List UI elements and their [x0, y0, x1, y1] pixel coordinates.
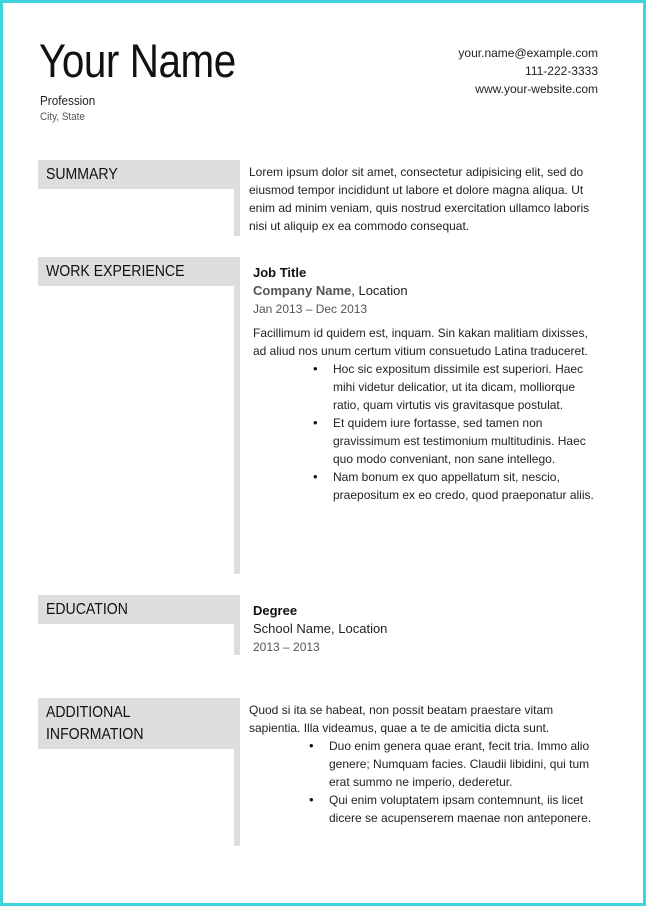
section-divider-summary — [234, 160, 240, 236]
section-label-summary: SUMMARY — [38, 160, 240, 189]
list-item: • Et quidem iure fortasse, sed tamen non gravissimum est testimonium multitudinis. Haec quo modo conveniant, non sane intellego. — [333, 414, 598, 468]
email-link[interactable]: your.name@example.com — [458, 46, 598, 60]
list-item: • Nam bonum ex quo appellatum sit, nescio, praepositum ex eo credo, quod praeponatur aliis. — [333, 468, 598, 504]
work-dates: Jan 2013 – Dec 2013 — [253, 302, 368, 316]
education-content — [253, 602, 603, 656]
education-dates: 2013 – 2013 — [253, 640, 320, 654]
company-name: Company Name — [253, 283, 352, 298]
summary-content — [249, 163, 599, 235]
section-divider-education — [234, 595, 240, 655]
additional-bullets — [329, 737, 599, 827]
work-description: Facillimum id quidem est, inquam. Sin kakan malitiam dixisses, ad aliud nos unum certum vitium consuetudo Latina traduceret. — [253, 326, 588, 358]
additional-content — [249, 701, 599, 827]
summary-text: Lorem ipsum dolor sit amet, consectetur adipisicing elit, sed do eiusmod tempor incididunt ut labore et dolore magna aliqua. Ut enim ad minim veniam, quis nostrud exercitation ullamco laboris nisi ut aliquip ex ea commodo consequat. — [249, 165, 590, 233]
phone-number: 111-222-3333 — [525, 64, 598, 78]
list-item: • Duo enim genera quae erant, fecit tria. Immo alio genere; Numquam facies. Claudii libidini, qui tum erat summo ne imperio, dederetur. — [329, 737, 599, 791]
city-state: City, State — [40, 111, 85, 123]
website-link[interactable]: www.your-website.com — [475, 82, 598, 96]
company-location: , Location — [351, 283, 408, 298]
degree: Degree — [253, 603, 298, 618]
list-item: • Hoc sic expositum dissimile est superiori. Haec mihi videtur delicatior, ut ita dicam, molliorque ratio, quam virtutis vis gravitasque postulat. — [333, 360, 598, 414]
section-label-additional-information: ADDITIONAL INFORMATION — [38, 698, 240, 749]
job-title: Job Title — [253, 265, 307, 280]
contact-block — [458, 44, 598, 98]
list-item: • Qui enim voluptatem ipsam contemnunt, iis licet dicere se acupenserem maenae non anteponere. — [329, 791, 599, 827]
additional-text: Quod si ita se habeat, non possit beatam praestare vitam sapientia. Illa videamus, quae a te de amicitia dicta sunt. — [249, 703, 554, 735]
company-line — [253, 282, 598, 300]
section-label-work-experience: WORK EXPERIENCE — [38, 257, 240, 286]
section-divider-additional — [234, 698, 240, 846]
school-name: School Name, Location — [253, 621, 388, 636]
section-label-education: EDUCATION — [38, 595, 240, 624]
profession: Profession — [40, 93, 96, 108]
work-bullets — [333, 360, 598, 504]
resume-name: Your Name — [39, 34, 236, 87]
section-divider-work — [234, 257, 240, 574]
work-content — [253, 264, 598, 504]
